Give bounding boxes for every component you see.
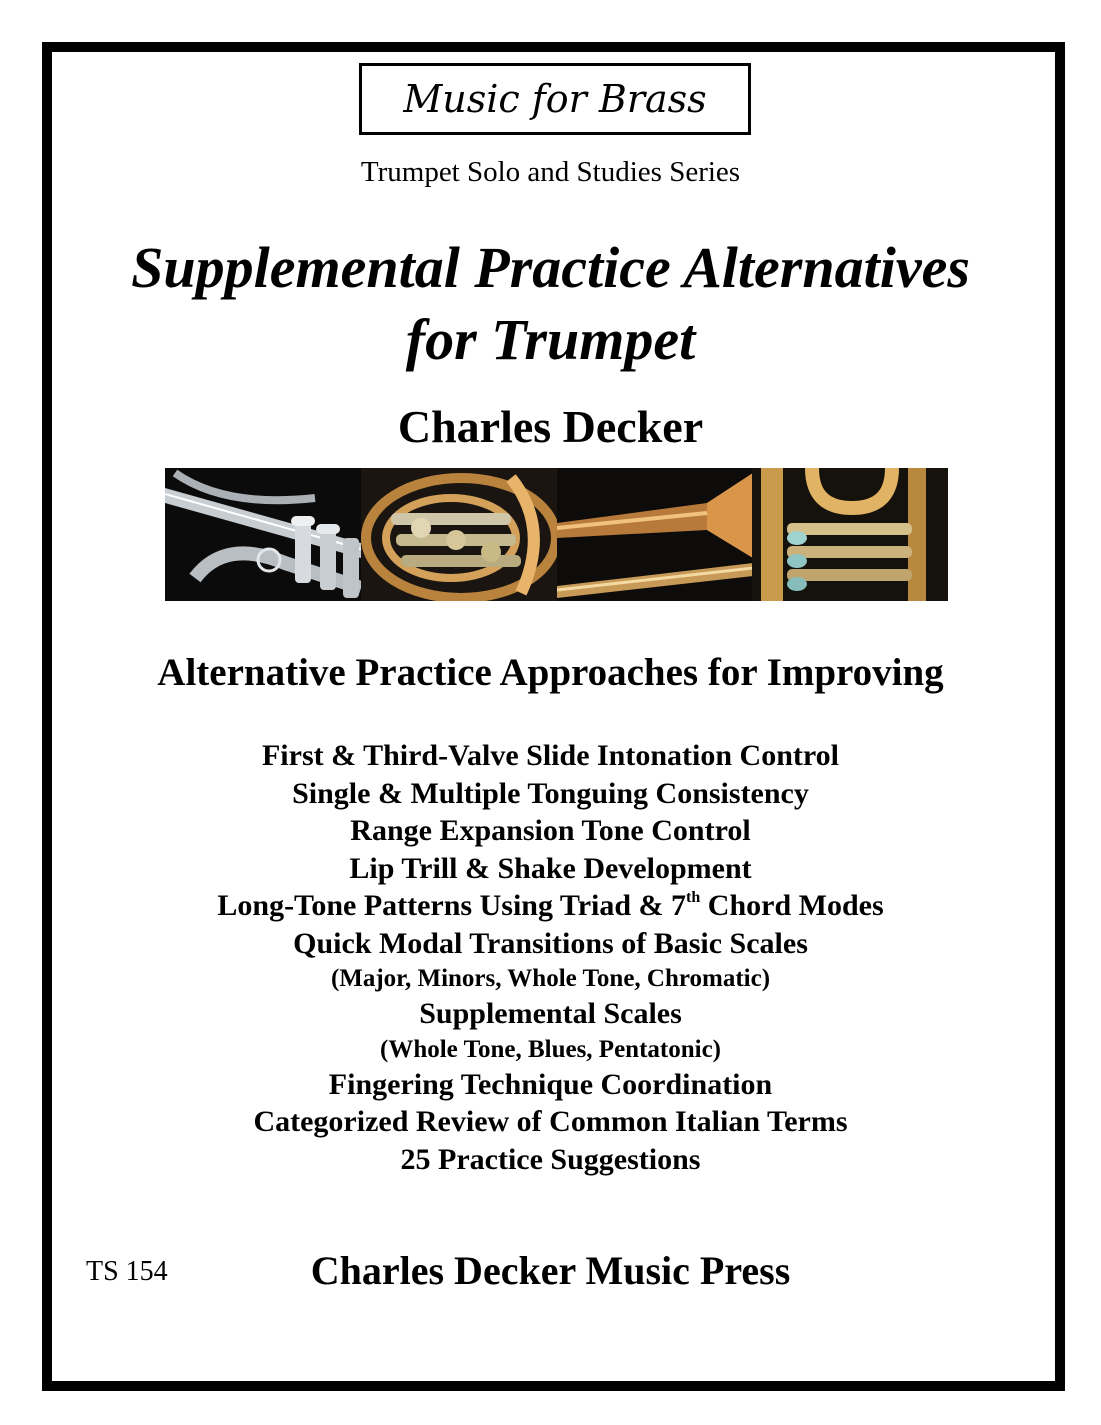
topics-list xyxy=(0,737,1101,1178)
topic-item: Lip Trill & Shake Development xyxy=(349,851,752,885)
topic-item: 25 Practice Suggestions xyxy=(400,1142,701,1176)
topic-item-text: Long-Tone Patterns Using Triad & 7 xyxy=(217,889,687,922)
topic-item: First & Third-Valve Slide Intonation Control xyxy=(261,739,840,772)
series-badge-text: Music for Brass xyxy=(403,77,707,121)
topic-item: Supplemental Scales xyxy=(419,997,682,1030)
series-badge xyxy=(359,63,751,135)
topic-item: Range Expansion Tone Control xyxy=(350,814,751,847)
trumpet-photo xyxy=(165,468,361,601)
approaches-heading: Alternative Practice Approaches for Improving xyxy=(157,651,944,694)
topic-subnote: (Whole Tone, Blues, Pentatonic) xyxy=(380,1035,721,1063)
topic-item: Categorized Review of Common Italian Terms xyxy=(253,1105,848,1138)
author-name: Charles Decker xyxy=(397,401,704,452)
topic-item: Quick Modal Transitions of Basic Scales xyxy=(293,926,808,960)
superscript-th: th xyxy=(686,889,701,906)
catalog-code: TS 154 xyxy=(86,1256,168,1287)
title-line-1: Supplemental Practice Alternatives xyxy=(131,235,970,300)
topic-item xyxy=(0,887,1101,925)
book-title xyxy=(0,232,1101,376)
trombone-photo xyxy=(557,468,753,601)
french-horn-photo xyxy=(361,468,557,601)
topic-item: Fingering Technique Coordination xyxy=(328,1067,773,1101)
topic-item-text-end: Chord Modes xyxy=(700,889,884,922)
publisher-name: Charles Decker Music Press xyxy=(310,1248,791,1293)
topic-subnote: (Major, Minors, Whole Tone, Chromatic) xyxy=(330,965,771,992)
title-line-2: for Trumpet xyxy=(405,307,696,372)
topic-item: Single & Multiple Tonguing Consistency xyxy=(292,776,809,810)
series-subtitle: Trumpet Solo and Studies Series xyxy=(360,156,741,188)
tuba-photo xyxy=(752,468,948,601)
instrument-photo-strip xyxy=(165,468,948,601)
